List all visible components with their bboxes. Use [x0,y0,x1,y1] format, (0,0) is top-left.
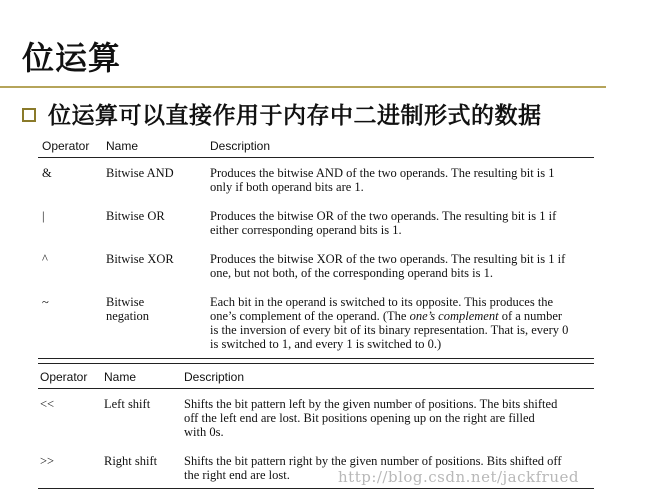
watermark: http://blog.csdn.net/jackfrued [338,468,579,486]
operator-cell: ^ [42,252,48,266]
description-cell [210,295,594,351]
description-line [210,309,594,323]
header-rule [38,388,594,389]
header-description: Description [184,370,245,384]
header-description: Description [210,139,271,153]
description-line: off the left end are lost. Bit positions opening up on the right are filled [184,411,535,425]
description-emphasis: one’s complement [409,309,499,323]
description-line: only if both operand bits are 1. [210,180,364,194]
name-line: negation [106,309,150,323]
header-name: Name [104,370,137,384]
description-line: is switched to 1, and every 1 is switched to 0.) [210,337,442,351]
bitwise-operators-table [38,135,594,364]
name-cell: Left shift [104,397,151,411]
description-text: one’s complement of the operand. (The [210,309,410,323]
name-cell [106,295,210,351]
description-line: with 0s. [184,425,224,439]
name-cell: Bitwise XOR [106,252,174,266]
header-name: Name [106,139,139,153]
name-cell: Bitwise AND [106,166,174,180]
table-header [38,366,594,388]
name-cell: Bitwise OR [106,209,165,223]
header-rule [38,157,594,158]
bullet-point [22,97,542,130]
table-row [38,252,594,280]
table-header [38,135,594,157]
table-row [38,397,594,439]
operator-cell: ~ [42,295,49,309]
operator-cell: >> [40,454,55,468]
description-cell [210,166,594,194]
description-line: either corresponding operand bits is 1. [210,223,402,237]
table-bottom-rule [38,488,594,489]
slide-title: 位运算 [22,39,122,77]
table-row [38,295,594,351]
bullet-text: 位运算可以直接作用于内存中二进制形式的数据 [48,103,542,129]
description-line: Produces the bitwise XOR of the two operands. The resulting bit is 1 if [210,252,566,266]
description-line: Shifts the bit pattern left by the given number of positions. The bits shifted [184,397,558,411]
name-cell: Right shift [104,454,158,468]
header-operator: Operator [42,139,90,153]
description-line: the right end are lost. [184,468,290,482]
table-bottom-rule [38,358,594,364]
operator-cell: << [40,397,55,411]
description-cell [210,209,594,237]
description-line: Produces the bitwise OR of the two operands. The resulting bit is 1 if [210,209,557,223]
header-operator: Operator [40,370,88,384]
operator-cell: & [42,166,52,180]
operator-cell: | [42,209,45,223]
table-row [38,166,594,194]
description-line: one, but not both, of the corresponding operand bits is 1. [210,266,493,280]
description-text: of a number [498,309,563,323]
title-divider [0,86,606,88]
description-line: Each bit in the operand is switched to its opposite. This produces the [210,295,554,309]
description-line: is the inversion of every bit of its binary representation. That is, every 0 [210,323,569,337]
description-line: Produces the bitwise AND of the two operands. The resulting bit is 1 [210,166,555,180]
square-bullet-icon [22,108,36,122]
table-row [38,209,594,237]
name-line: Bitwise [106,295,145,309]
description-cell [184,397,594,439]
description-line: Shifts the bit pattern right by the given number of positions. Bits shifted off [184,454,562,468]
description-cell [210,252,594,280]
